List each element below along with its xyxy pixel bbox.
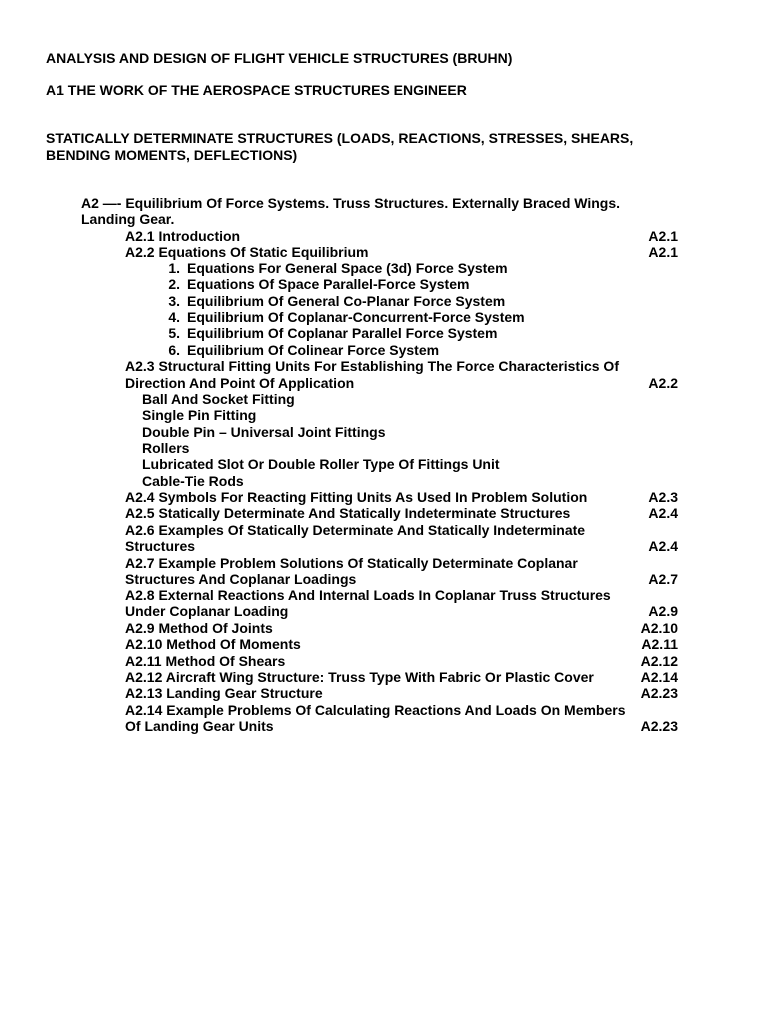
list-text: Equations Of Space Parallel-Force System: [187, 276, 470, 292]
equation-item: [158, 342, 439, 358]
list-number: 6.: [168, 342, 180, 358]
toc-page-a2-12: A2.14: [640, 669, 678, 685]
toc-page-a2-7: A2.7: [648, 571, 678, 587]
section-heading-line2: BENDING MOMENTS, DEFLECTIONS): [46, 147, 298, 163]
toc-entry-a2-14-line2: Of Landing Gear Units: [125, 718, 274, 734]
equation-item: [158, 325, 497, 341]
section-heading-line1: STATICALLY DETERMINATE STRUCTURES (LOADS, REACTIONS, STRESSES, SHEARS,: [46, 130, 634, 146]
fitting-item: Double Pin – Universal Joint Fittings: [142, 424, 386, 440]
equation-item: [158, 309, 525, 325]
equation-item: [158, 293, 505, 309]
toc-entry-a2-1: A2.1 Introduction: [125, 228, 241, 244]
equation-item: [158, 260, 508, 276]
toc-page-a2-9: A2.10: [640, 620, 678, 636]
toc-entry-a2-12: A2.12 Aircraft Wing Structure: Truss Type With Fabric Or Plastic Cover: [125, 669, 594, 685]
toc-page-a2-6: A2.4: [648, 538, 678, 554]
toc-page-a2-3: A2.2: [648, 375, 678, 391]
list-text: Equilibrium Of Coplanar Parallel Force System: [187, 325, 498, 341]
toc-page-a2-5: A2.4: [648, 505, 678, 521]
chapter-a2-line1: A2 —- Equilibrium Of Force Systems. Truss Structures. Externally Braced Wings.: [81, 195, 621, 211]
toc-page-a2-13: A2.23: [640, 685, 678, 701]
document-title: ANALYSIS AND DESIGN OF FLIGHT VEHICLE STRUCTURES (BRUHN): [46, 50, 513, 66]
list-text: Equilibrium Of Coplanar-Concurrent-Force System: [187, 309, 525, 325]
toc-entry-a2-4: A2.4 Symbols For Reacting Fitting Units As Used In Problem Solution: [125, 489, 588, 505]
toc-entry-a2-7-line1: A2.7 Example Problem Solutions Of Statically Determinate Coplanar: [125, 555, 578, 571]
list-number: 3.: [168, 293, 180, 309]
toc-page-a2-1: A2.1: [648, 228, 678, 244]
list-text: Equilibrium Of Colinear Force System: [187, 342, 440, 358]
fitting-item: Rollers: [142, 440, 190, 456]
toc-entry-a2-3-line1: A2.3 Structural Fitting Units For Establishing The Force Characteristics Of: [125, 358, 619, 374]
list-number: 2.: [168, 276, 180, 292]
fitting-item: Ball And Socket Fitting: [142, 391, 295, 407]
toc-entry-a2-9: A2.9 Method Of Joints: [125, 620, 273, 636]
list-number: 1.: [168, 260, 180, 276]
toc-page-a2-14: A2.23: [640, 718, 678, 734]
fitting-item: Single Pin Fitting: [142, 407, 257, 423]
toc-page-a2-11: A2.12: [640, 653, 678, 669]
toc-entry-a2-11: A2.11 Method Of Shears: [125, 653, 286, 669]
toc-entry-a2-8-line1: A2.8 External Reactions And Internal Loads In Coplanar Truss Structures: [125, 587, 611, 603]
toc-entry-a2-14-line1: A2.14 Example Problems Of Calculating Reactions And Loads On Members: [125, 702, 626, 718]
toc-entry-a2-2: A2.2 Equations Of Static Equilibrium: [125, 244, 369, 260]
equation-item: [158, 276, 469, 292]
section-a1-heading: A1 THE WORK OF THE AEROSPACE STRUCTURES ENGINEER: [46, 82, 467, 98]
toc-entry-a2-5: A2.5 Statically Determinate And Statically Indeterminate Structures: [125, 505, 571, 521]
toc-entry-a2-6-line1: A2.6 Examples Of Statically Determinate And Statically Indeterminate: [125, 522, 586, 538]
toc-page-a2-10: A2.11: [641, 636, 678, 652]
fitting-item: Cable-Tie Rods: [142, 473, 244, 489]
toc-entry-a2-13: A2.13 Landing Gear Structure: [125, 685, 323, 701]
toc-entry-a2-8-line2: Under Coplanar Loading: [125, 603, 289, 619]
toc-entry-a2-3-line2: Direction And Point Of Application: [125, 375, 355, 391]
toc-entry-a2-7-line2: Structures And Coplanar Loadings: [125, 571, 357, 587]
toc-page-a2-4: A2.3: [648, 489, 678, 505]
fitting-item: Lubricated Slot Or Double Roller Type Of Fittings Unit: [142, 456, 500, 472]
toc-entry-a2-10: A2.10 Method Of Moments: [125, 636, 301, 652]
list-text: Equations For General Space (3d) Force System: [187, 260, 508, 276]
list-text: Equilibrium Of General Co-Planar Force System: [187, 293, 506, 309]
list-number: 5.: [168, 325, 180, 341]
toc-page-a2-2: A2.1: [648, 244, 678, 260]
toc-entry-a2-6-line2: Structures: [125, 538, 196, 554]
list-number: 4.: [168, 309, 180, 325]
toc-page-a2-8: A2.9: [648, 603, 678, 619]
chapter-a2-line2: Landing Gear.: [81, 211, 175, 227]
